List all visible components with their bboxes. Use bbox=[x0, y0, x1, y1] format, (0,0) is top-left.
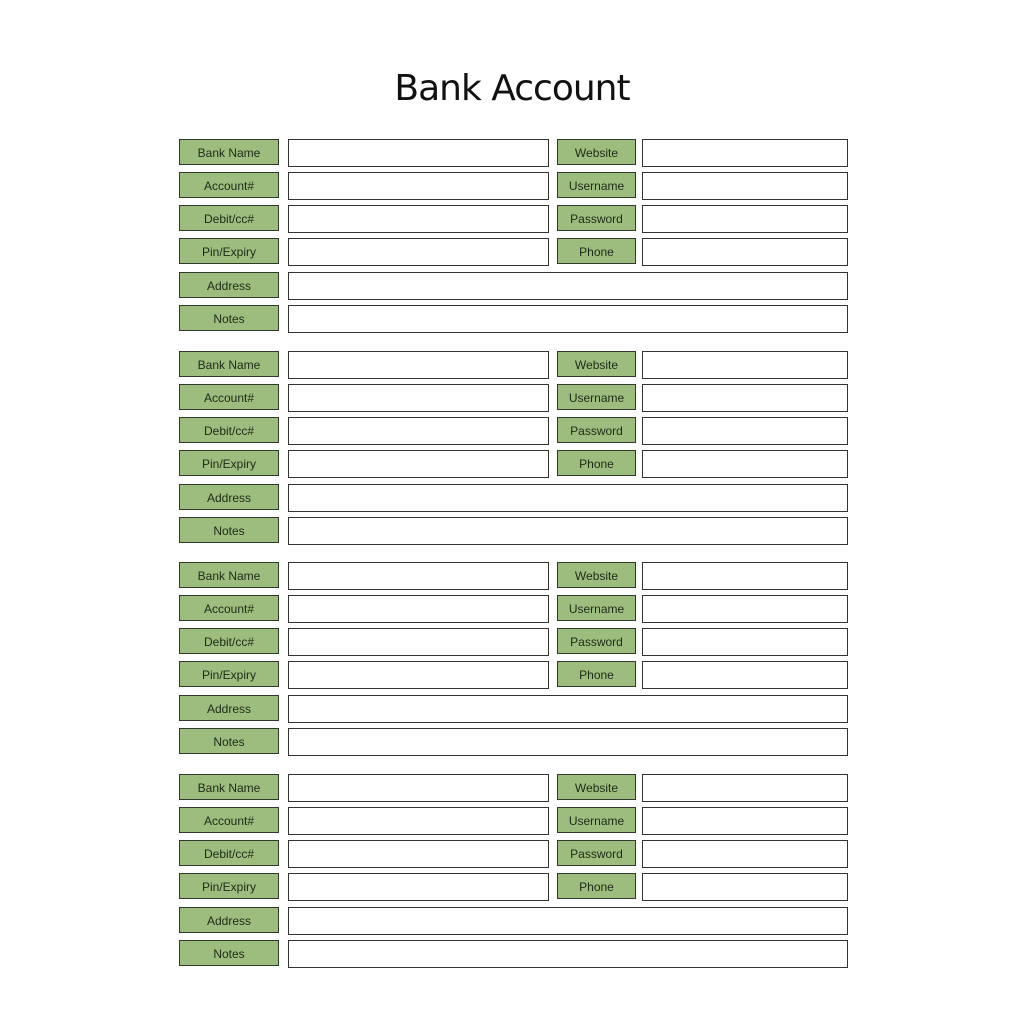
debit-field[interactable] bbox=[288, 840, 549, 868]
page-title: Bank Account bbox=[394, 68, 630, 109]
notes-field[interactable] bbox=[288, 940, 848, 968]
notes-label: Notes bbox=[179, 940, 279, 966]
debit-field[interactable] bbox=[288, 628, 549, 656]
notes-field[interactable] bbox=[288, 305, 848, 333]
form-row bbox=[179, 484, 848, 512]
form-row bbox=[179, 351, 848, 379]
username-field[interactable] bbox=[642, 807, 848, 835]
bank-name-field[interactable] bbox=[288, 774, 549, 802]
form-row bbox=[179, 628, 848, 656]
username-label: Username bbox=[557, 807, 636, 833]
form-row bbox=[179, 417, 848, 445]
phone-label: Phone bbox=[557, 873, 636, 899]
debit-label: Debit/cc# bbox=[179, 205, 279, 231]
password-field[interactable] bbox=[642, 417, 848, 445]
form-row bbox=[179, 238, 848, 266]
account-block-4 bbox=[179, 774, 848, 968]
debit-label: Debit/cc# bbox=[179, 417, 279, 443]
form-row bbox=[179, 562, 848, 590]
notes-label: Notes bbox=[179, 517, 279, 543]
debit-label: Debit/cc# bbox=[179, 840, 279, 866]
notes-label: Notes bbox=[179, 305, 279, 331]
pin-field[interactable] bbox=[288, 238, 549, 266]
phone-label: Phone bbox=[557, 238, 636, 264]
account-field[interactable] bbox=[288, 172, 549, 200]
account-block-3 bbox=[179, 562, 848, 756]
password-label: Password bbox=[557, 840, 636, 866]
pin-field[interactable] bbox=[288, 661, 549, 689]
pin-field[interactable] bbox=[288, 450, 549, 478]
pin-label: Pin/Expiry bbox=[179, 661, 279, 687]
phone-field[interactable] bbox=[642, 238, 848, 266]
username-label: Username bbox=[557, 384, 636, 410]
bank-name-field[interactable] bbox=[288, 139, 549, 167]
pin-label: Pin/Expiry bbox=[179, 450, 279, 476]
form-row bbox=[179, 384, 848, 412]
form-row bbox=[179, 807, 848, 835]
address-label: Address bbox=[179, 907, 279, 933]
account-label: Account# bbox=[179, 172, 279, 198]
website-field[interactable] bbox=[642, 139, 848, 167]
bank-name-label: Bank Name bbox=[179, 774, 279, 800]
password-label: Password bbox=[557, 205, 636, 231]
form-row bbox=[179, 517, 848, 545]
form-row bbox=[179, 728, 848, 756]
phone-label: Phone bbox=[557, 661, 636, 687]
account-field[interactable] bbox=[288, 595, 549, 623]
bank-name-field[interactable] bbox=[288, 562, 549, 590]
phone-field[interactable] bbox=[642, 450, 848, 478]
phone-label: Phone bbox=[557, 450, 636, 476]
form-row bbox=[179, 774, 848, 802]
form-row bbox=[179, 907, 848, 935]
form-row bbox=[179, 873, 848, 901]
address-label: Address bbox=[179, 272, 279, 298]
pin-label: Pin/Expiry bbox=[179, 873, 279, 899]
debit-field[interactable] bbox=[288, 417, 549, 445]
phone-field[interactable] bbox=[642, 873, 848, 901]
website-field[interactable] bbox=[642, 351, 848, 379]
form-row bbox=[179, 940, 848, 968]
notes-field[interactable] bbox=[288, 517, 848, 545]
account-label: Account# bbox=[179, 384, 279, 410]
form-row bbox=[179, 172, 848, 200]
password-field[interactable] bbox=[642, 628, 848, 656]
bank-name-label: Bank Name bbox=[179, 351, 279, 377]
password-field[interactable] bbox=[642, 840, 848, 868]
form-row bbox=[179, 695, 848, 723]
bank-name-label: Bank Name bbox=[179, 139, 279, 165]
password-field[interactable] bbox=[642, 205, 848, 233]
address-field[interactable] bbox=[288, 695, 848, 723]
username-label: Username bbox=[557, 172, 636, 198]
website-label: Website bbox=[557, 139, 636, 165]
account-field[interactable] bbox=[288, 807, 549, 835]
password-label: Password bbox=[557, 628, 636, 654]
account-block-2 bbox=[179, 351, 848, 545]
debit-field[interactable] bbox=[288, 205, 549, 233]
address-field[interactable] bbox=[288, 907, 848, 935]
website-label: Website bbox=[557, 562, 636, 588]
account-label: Account# bbox=[179, 807, 279, 833]
phone-field[interactable] bbox=[642, 661, 848, 689]
notes-field[interactable] bbox=[288, 728, 848, 756]
website-field[interactable] bbox=[642, 562, 848, 590]
bank-name-field[interactable] bbox=[288, 351, 549, 379]
address-label: Address bbox=[179, 484, 279, 510]
username-field[interactable] bbox=[642, 384, 848, 412]
form-row bbox=[179, 595, 848, 623]
form-row bbox=[179, 840, 848, 868]
debit-label: Debit/cc# bbox=[179, 628, 279, 654]
username-field[interactable] bbox=[642, 172, 848, 200]
website-label: Website bbox=[557, 351, 636, 377]
form-row bbox=[179, 272, 848, 300]
address-field[interactable] bbox=[288, 484, 848, 512]
password-label: Password bbox=[557, 417, 636, 443]
form-row bbox=[179, 450, 848, 478]
bank-name-label: Bank Name bbox=[179, 562, 279, 588]
account-block-1 bbox=[179, 139, 848, 333]
website-field[interactable] bbox=[642, 774, 848, 802]
form-row bbox=[179, 661, 848, 689]
notes-label: Notes bbox=[179, 728, 279, 754]
address-field[interactable] bbox=[288, 272, 848, 300]
account-label: Account# bbox=[179, 595, 279, 621]
username-field[interactable] bbox=[642, 595, 848, 623]
account-field[interactable] bbox=[288, 384, 549, 412]
username-label: Username bbox=[557, 595, 636, 621]
pin-label: Pin/Expiry bbox=[179, 238, 279, 264]
form-row bbox=[179, 205, 848, 233]
address-label: Address bbox=[179, 695, 279, 721]
website-label: Website bbox=[557, 774, 636, 800]
form-row bbox=[179, 139, 848, 167]
pin-field[interactable] bbox=[288, 873, 549, 901]
form-row bbox=[179, 305, 848, 333]
